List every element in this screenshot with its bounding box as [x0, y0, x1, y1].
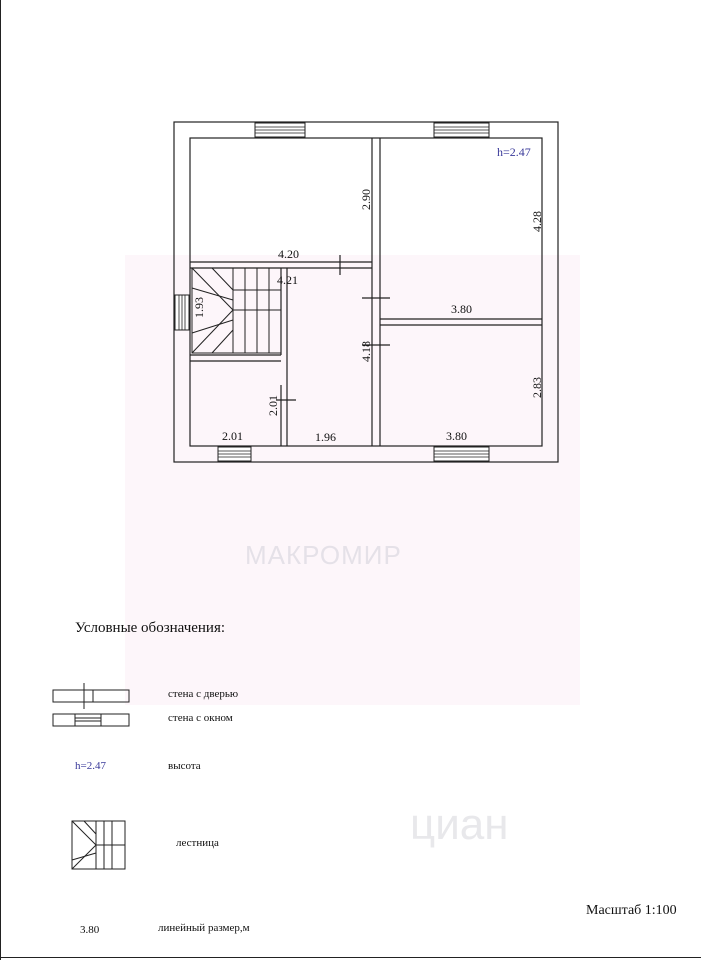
dim-bottom-right-width: 3.80 [446, 429, 467, 443]
legend-stairs-symbol [72, 821, 125, 869]
dim-top-left-height: 2.90 [359, 189, 373, 210]
outer-wall-inner [190, 138, 542, 446]
legend-height-sample: h=2.47 [75, 760, 106, 772]
dim-top-left-width: 4.20 [278, 247, 299, 261]
legend-title: Условные обозначения: [75, 620, 226, 636]
dim-small-room-width: 2.01 [222, 429, 243, 443]
legend-height-label: высота [168, 760, 201, 772]
dim-top-right-height: 4.28 [530, 211, 544, 232]
scale-label: Масштаб 1:100 [586, 903, 677, 918]
legend-dimension-sample: 3.80 [80, 924, 100, 936]
watermark-makromir: МАКРОМИР [245, 540, 402, 570]
dim-hall-width: 4.21 [277, 273, 298, 287]
dim-small-room-height: 2.01 [266, 395, 280, 416]
dim-bottom-right-height: 2.83 [530, 377, 544, 398]
legend-stairs-label: лестница [176, 837, 219, 849]
dim-hall-height: 4.18 [359, 341, 373, 362]
legend-window-wall-label: стена с окном [168, 712, 233, 724]
dim-top-right-width: 3.80 [451, 302, 472, 316]
dim-stair-width: 1.93 [192, 297, 206, 318]
legend-door-wall-label: стена с дверью [168, 688, 239, 700]
dim-hall-bottom-width: 1.96 [315, 430, 336, 444]
legend-dimension-label: линейный размер,м [158, 922, 250, 934]
legend-door-wall-symbol [53, 683, 129, 709]
watermark-cian: циан [410, 800, 509, 849]
legend-window-wall-symbol [53, 714, 129, 726]
outer-wall-outer [174, 122, 558, 462]
height-label: h=2.47 [497, 145, 531, 159]
